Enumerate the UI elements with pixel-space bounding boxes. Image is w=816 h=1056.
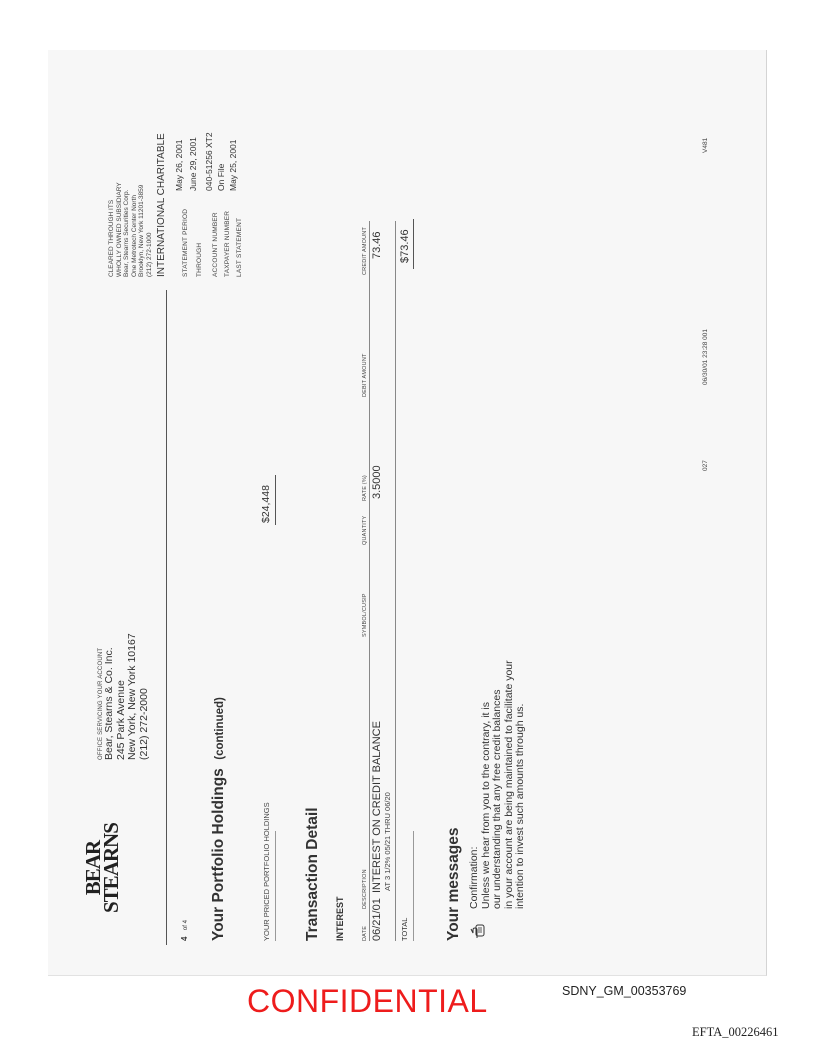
footer-code-3: V481 [702,137,709,153]
total-rule-right [413,219,414,269]
office-line: New York, New York 10167 [126,633,138,760]
logo-line-1: BEAR [81,840,105,896]
statement-page [48,50,767,976]
interest-section-label: INTEREST [335,896,345,941]
col-quantity: QUANTITY [362,515,368,545]
row-credit: 73.46 [371,231,383,259]
clearing-line: One Metrotech Center North [130,194,138,277]
row-description: INTEREST ON CREDIT BALANCE [371,721,383,893]
header-rule [166,290,167,945]
total-rule-left [413,831,414,941]
col-symbol: SYMBOL/CUSIP [362,593,368,637]
office-heading: OFFICE SERVICING YOUR ACCOUNT [98,647,104,760]
message-line: our understanding that any free credit balances [491,689,503,909]
office-line: Bear, Stearns & Co. Inc. [103,647,115,760]
page-number: 4 [180,936,189,941]
logo-line-2: STEARNS [99,823,123,913]
holdings-heading [210,697,228,941]
clearing-line: (212) 272-1000 [145,232,153,277]
account-number-value: 040-51256 XT2 [204,132,214,191]
clearing-line: WHOLLY OWNED SUBSIDIARY [115,182,123,277]
statement-info [174,127,243,277]
clearing-block [108,182,153,277]
clearing-line: CLEARED THROUGH ITS [108,199,115,277]
col-rate: RATE (%) [362,475,368,501]
through-value: June 29, 2001 [188,137,198,191]
col-description: DESCRIPTION [362,869,368,909]
account-name: INTERNATIONAL CHARITABLE [156,133,167,277]
through-row [188,127,204,277]
priced-holdings-label: YOUR PRICED PORTFOLIO HOLDINGS [262,802,271,941]
col-date: DATE [362,925,368,941]
account-number-label: ACCOUNT NUMBER [212,212,219,277]
through-label: THROUGH [196,242,203,277]
row-description-sub: AT 3 1/2% 05/21 THRU 06/20 [383,792,392,891]
footer-code-1: 027 [702,460,709,471]
col-debit: DEBIT AMOUNT [362,353,368,397]
holdings-title: Your Portfolio Holdings [210,768,227,941]
holdings-rule-left [275,831,276,941]
last-statement-value: May 25, 2001 [228,139,238,191]
holdings-suffix: (continued) [214,697,226,760]
hand-icon [470,921,486,939]
bates-number: SDNY_GM_00353769 [562,984,687,998]
holdings-total-rule [275,475,276,525]
priced-holdings-value: $24,448 [260,485,272,523]
taxpayer-number-value: On File [216,163,226,191]
clearing-line: Brooklyn, New York 11201-3859 [138,184,145,277]
office-line: 245 Park Avenue [114,680,127,760]
footer-code-2: 06/30/01 23:28 001 [702,328,709,385]
message-text [469,660,527,909]
statement-period-label: STATEMENT PERIOD [182,208,189,277]
total-label: TOTAL [400,917,409,941]
col-credit: CREDIT AMOUNT [362,226,368,275]
last-statement-row [228,127,243,277]
row-rule [395,221,396,941]
message-line: Unless we hear from you to the contrary, it is [479,702,492,909]
message-line: in your account are being maintained to facilitate your [502,660,515,909]
message-line: intention to invest such amounts through us. [514,703,526,909]
account-number-row [204,127,219,277]
transaction-title: Transaction Detail [304,807,321,941]
bear-stearns-logo [81,823,123,913]
page-count: of 4 [183,920,189,931]
column-header-rule [369,221,370,941]
taxpayer-number-row [216,127,231,277]
clearing-line: Bear, Stearns Securities Corp. [123,189,130,277]
statement-period-row [174,127,188,277]
statement-period-value: May 26, 2001 [174,139,184,191]
confidential-stamp: CONFIDENTIAL [247,983,488,1019]
office-line: (212) 272-2000 [137,688,150,760]
messages-title: Your messages [445,827,462,941]
last-statement-label: LAST STATEMENT [236,217,243,277]
office-address [98,633,150,760]
message-line: Confirmation: [468,846,480,909]
efta-number: EFTA_00226461 [692,1025,779,1039]
total-value: $73.46 [399,229,411,263]
row-date: 06/21/01 [371,898,383,941]
taxpayer-number-label: TAXPAYER NUMBER [224,210,231,277]
page-indicator [174,920,192,941]
rotated-statement [48,50,766,975]
row-rate: 3.5000 [371,465,383,499]
